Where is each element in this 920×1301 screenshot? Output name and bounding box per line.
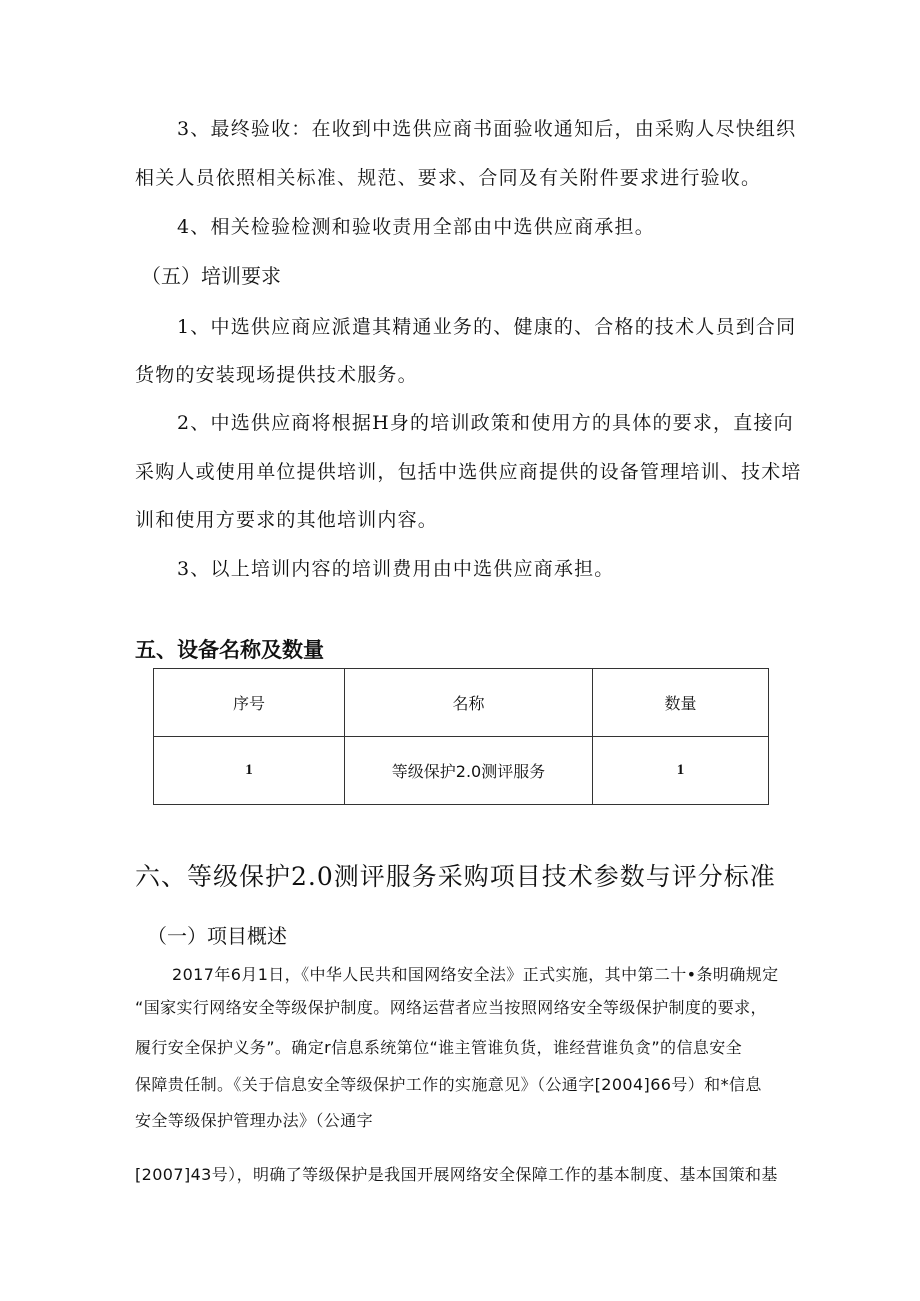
overview-line-6: [2007]43号），明确了等级保护是我国开展网络安全保障工作的基本制度、基本国策和基 (135, 1165, 778, 1184)
acceptance-item-3-line-1: 3、最终验收：在收到中选供应商书面验收通知后，由采购人尽快组织 (177, 118, 797, 140)
training-item-2-line-2: 采购人或使用单位提供培训，包括中选供应商提供的设备管理培训、技术培 (135, 461, 802, 483)
overview-line-1: 2017年6月1日，《中华人民共和国网络安全法》正式实施，其中第二十•条明确规定 (172, 965, 779, 984)
training-item-2-line-3: 训和使用方要求的其他培训内容。 (135, 509, 439, 531)
section-6-heading: 六、等级保护2.0测评服务采购项目技术参数与评分标准 (135, 862, 776, 891)
section-6-sub-heading: （一）项目概述 (147, 924, 287, 948)
column-header-name: 名称 (345, 669, 593, 737)
column-header-quantity: 数量 (593, 669, 769, 737)
overview-line-2: “国家实行网络安全等级保护制度。网络运营者应当按照网络安全等级保护制度的要求， (135, 998, 767, 1017)
overview-line-3: 履行安全保护义务”。确定r信息系统第位“谁主管谁负货，谁经营谁负贪”的信息安全 (135, 1038, 743, 1057)
overview-line-4: 保障贵任制。《关于信息安全等级保护工作的实施意见》（公通字[2004]66号）和*信息 (135, 1075, 762, 1094)
equipment-heading: 五、设备名称及数量 (135, 638, 324, 662)
acceptance-item-3-line-2: 相关人员依照相关标准、规范、要求、合同及有关附件要求进行验收。 (135, 167, 762, 189)
training-item-3: 3、以上培训内容的培训费用由中选供应商承担。 (177, 558, 615, 580)
training-item-2-line-1: 2、中选供应商将根据H身的培训政策和使用方的具体的要求，直接向 (177, 412, 794, 434)
table-header-row (154, 669, 769, 737)
training-item-1-line-1: 1、中选供应商应派遣其精通业务的、健康的、合格的技术人员到合同 (177, 316, 797, 338)
training-heading: （五）培训要求 (141, 264, 281, 288)
training-item-1-line-2: 货物的安装现场提供技术服务。 (135, 364, 418, 386)
table-row (154, 737, 769, 805)
column-header-index: 序号 (154, 669, 345, 737)
cell-name: 等级保护2.0测评服务 (345, 737, 593, 805)
cell-index: 1 (154, 737, 345, 805)
cell-quantity: 1 (593, 737, 769, 805)
acceptance-item-4: 4、相关检验检测和验收责用全部由中选供应商承担。 (177, 216, 655, 238)
equipment-table (153, 668, 769, 805)
overview-line-5: 安全等级保护管理办法》（公通字 (135, 1111, 374, 1130)
